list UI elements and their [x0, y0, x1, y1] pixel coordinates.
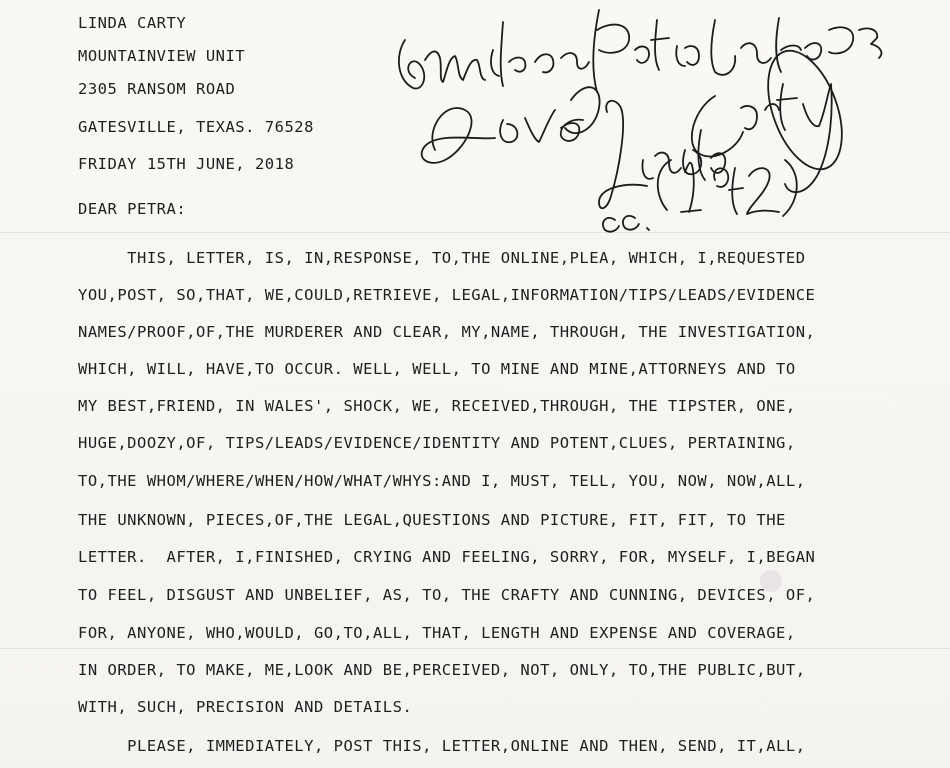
body-line: MY BEST,FRIEND, IN WALES', SHOCK, WE, RECEIVED,THROUGH, THE TIPSTER, ONE, [78, 397, 796, 415]
body-line: TO,THE WHOM/WHERE/WHEN/HOW/WHAT/WHYS:AND I, MUST, TELL, YOU, NOW, NOW,ALL, [78, 472, 806, 490]
signature-stroke [658, 160, 701, 212]
signature-stroke [692, 84, 832, 192]
letter-date: FRIDAY 15TH JUNE, 2018 [78, 155, 295, 173]
signature-stroke [565, 87, 600, 133]
body-line: NAMES/PROOF,OF,THE MURDERER AND CLEAR, MY,NAME, THROUGH, THE INVESTIGATION, [78, 323, 816, 341]
signature-stroke [603, 216, 649, 232]
handwritten-signature [385, 0, 905, 235]
sender-name: LINDA CARTY [78, 14, 187, 32]
signature-stroke [399, 22, 526, 88]
body-line: THE UNKNOWN, PIECES,OF,THE LEGAL,QUESTIONS AND PICTURE, FIT, FIT, TO THE [78, 511, 786, 529]
sender-city: GATESVILLE, TEXAS. 76528 [78, 118, 314, 136]
body-line: IN ORDER, TO MAKE, ME,LOOK AND BE,PERCEIVED, NOT, ONLY, TO,THE PUBLIC,BUT, [78, 661, 806, 679]
signature-stroke [599, 101, 725, 208]
body-line: PLEASE, IMMEDIATELY, POST THIS, LETTER,ONLINE AND THEN, SEND, IT,ALL, [78, 737, 806, 755]
sender-street: 2305 RANSOM ROAD [78, 80, 236, 98]
body-line: TO FEEL, DISGUST AND UNBELIEF, AS, TO, THE CRAFTY AND CUNNING, DEVICES, OF, [78, 586, 816, 604]
signature-stroke [711, 18, 881, 75]
body-line: WHICH, WILL, HAVE,TO OCCUR. WELL, WELL, TO MINE AND MINE,ATTORNEYS AND TO [78, 360, 796, 378]
body-line: HUGE,DOOZY,OF, TIPS/LEADS/EVIDENCE/IDENTITY AND POTENT,CLUES, PERTAINING, [78, 434, 796, 452]
signature-stroke [535, 10, 699, 92]
body-line: FOR, ANYONE, WHO,WOULD, GO,TO,ALL, THAT, LENGTH AND EXPENSE AND COVERAGE, [78, 624, 796, 642]
body-line: LETTER. AFTER, I,FINISHED, CRYING AND FEELING, SORRY, FOR, MYSELF, I,BEGAN [78, 548, 816, 566]
ink-smudge [760, 570, 782, 592]
body-line: THIS, LETTER, IS, IN,RESPONSE, TO,THE ONLINE,PLEA, WHICH, I,REQUESTED [78, 249, 806, 267]
fold-line [0, 648, 950, 649]
salutation: DEAR PETRA: [78, 200, 187, 218]
signature-stroke [714, 160, 797, 216]
body-line: WITH, SUCH, PRECISION AND DETAILS. [78, 698, 413, 716]
signature-stroke [422, 108, 583, 163]
body-line: YOU,POST, SO,THAT, WE,COULD,RETRIEVE, LEGAL,INFORMATION/TIPS/LEADS/EVIDENCE [78, 286, 816, 304]
sender-unit: MOUNTAINVIEW UNIT [78, 47, 246, 65]
